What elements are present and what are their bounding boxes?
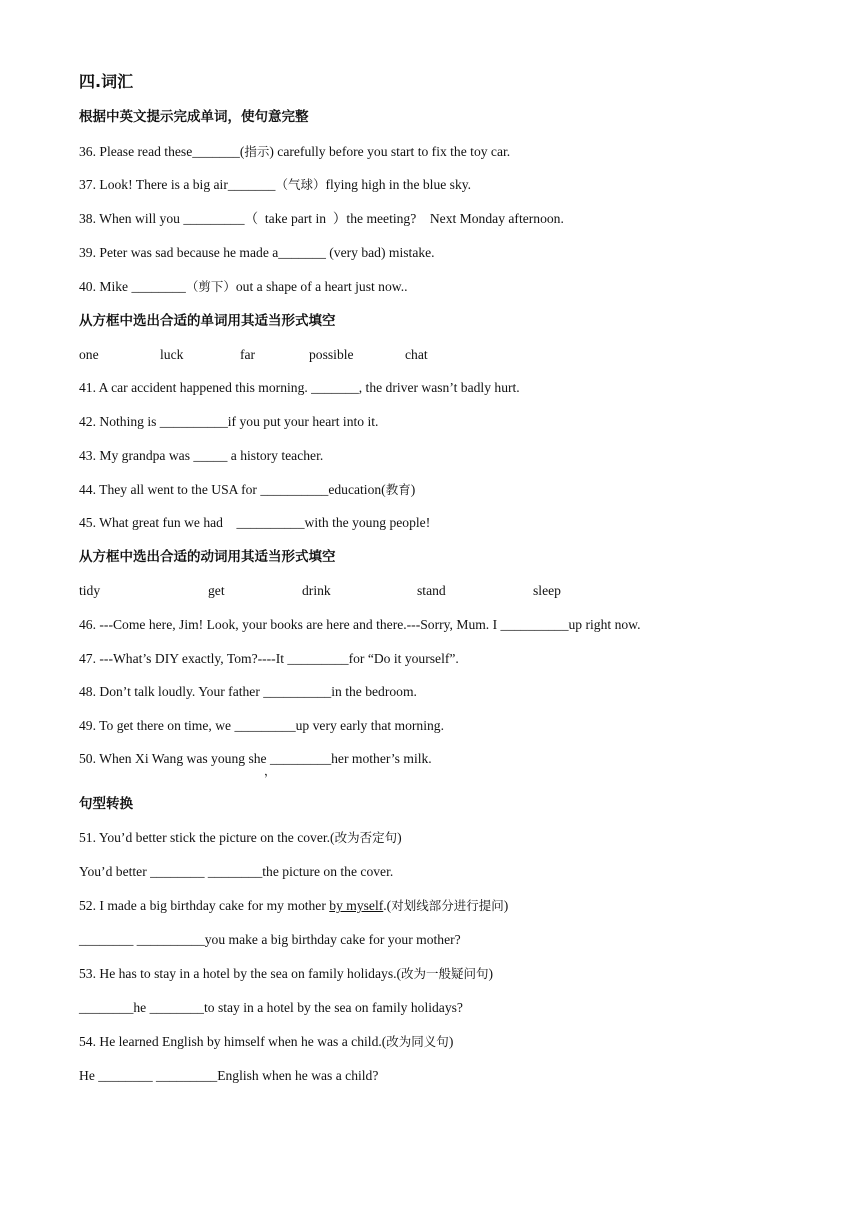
q53-text-b: ) — [488, 966, 494, 981]
part2-instruction: 从方框中选出合适的单词用其适当形式填空 — [79, 313, 336, 329]
q53-text-a: 53. He has to stay in a hotel by the sea on family holidays.( — [79, 966, 402, 981]
q50-comma: ， — [264, 764, 277, 778]
question-48: 48. Don’t talk loudly. Your father __________in the bedroom. — [79, 684, 417, 699]
question-42: 42. Nothing is __________if you put your heart into it. — [79, 414, 379, 429]
question-54 — [79, 1033, 453, 1051]
q54-hint: 改为同义句 — [386, 1034, 449, 1049]
question-45: 45. What great fun we had __________with the young people! — [79, 515, 431, 530]
question-46: 46. ---Come here, Jim! Look, your books are here and there.---Sorry, Mum. I __________up right now. — [79, 617, 641, 632]
answer-51: You’d better ________ ________the picture on the cover. — [79, 864, 394, 879]
part3-instruction: 从方框中选出合适的动词用其适当形式填空 — [79, 549, 336, 565]
word-bank-item: luck — [160, 347, 184, 362]
q40-text-b: out a shape of a heart just now.. — [235, 279, 408, 294]
q44-text-a: 44. They all went to the USA for __________education( — [79, 482, 386, 497]
section-title: 四.词汇 — [79, 72, 134, 91]
word-bank-item: chat — [405, 347, 428, 362]
q53-hint: 改为一般疑问句 — [401, 966, 489, 981]
q51-text-b: ) — [397, 830, 402, 845]
question-41: 41. A car accident happened this morning. _______, the driver wasn’t badly hurt. — [79, 380, 520, 395]
part4-instruction: 句型转换 — [79, 796, 133, 812]
question-36 — [79, 143, 510, 161]
word-bank-item: stand — [417, 583, 446, 598]
q40-text-a: 40. Mike ________ — [79, 279, 186, 294]
q50-text-b: she _________her mother’s milk. — [245, 751, 432, 766]
word-bank-item: one — [79, 347, 99, 362]
q54-text-a: 54. He learned English by himself when he was a child.( — [79, 1034, 387, 1049]
answer-54: He ________ _________English when he was a child? — [79, 1068, 379, 1083]
q50-text-a: 50. When Xi Wang was young — [79, 751, 246, 766]
q54-text-b: ) — [448, 1034, 454, 1049]
q52-hint: 对划线部分进行提问 — [391, 898, 504, 913]
q52-text-b: .( — [383, 898, 392, 913]
q36-text-a: 36. Please read these_______( — [79, 144, 245, 159]
question-53 — [79, 965, 493, 983]
part1-instruction: 根据中英文提示完成单词，使句意完整 — [79, 109, 309, 125]
q37-text-a: 37. Look! There is a big air_______ — [79, 177, 276, 192]
q51-hint: 改为否定句 — [334, 830, 398, 845]
question-47: 47. ---What’s DIY exactly, Tom?----It _________for “Do it yourself”. — [79, 651, 459, 666]
question-37 — [79, 176, 471, 194]
word-bank-item: possible — [309, 347, 354, 362]
word-bank-item: far — [240, 347, 256, 362]
q51-text-a: 51. You’d better stick the picture on the cover.( — [79, 830, 335, 845]
q44-text-b: ) — [410, 482, 416, 497]
q36-hint: 指示 — [244, 144, 270, 159]
question-49: 49. To get there on time, we _________up very early that morning. — [79, 718, 444, 733]
word-bank-item: tidy — [79, 583, 101, 598]
q37-text-b: flying high in the blue sky. — [325, 177, 472, 192]
q52-text-a: 52. I made a big birthday cake for my mother — [79, 898, 330, 913]
answer-52: ________ __________you make a big birthday cake for your mother? — [79, 932, 461, 947]
question-43: 43. My grandpa was _____ a history teacher. — [79, 448, 324, 463]
question-50 — [79, 750, 432, 768]
question-40 — [79, 278, 408, 296]
q40-hint: （剪下） — [185, 279, 236, 294]
q44-hint: 教育 — [385, 482, 411, 497]
word-bank-item: drink — [302, 583, 331, 598]
q52-text-c: ) — [503, 898, 509, 913]
question-44 — [79, 481, 415, 499]
word-bank-item: get — [208, 583, 225, 598]
word-bank-item: sleep — [533, 583, 561, 598]
question-52 — [79, 897, 508, 915]
question-51 — [79, 829, 402, 847]
q37-hint: （气球） — [275, 177, 326, 192]
question-39: 39. Peter was sad because he made a_______ (very bad) mistake. — [79, 245, 435, 260]
answer-53: ________he ________to stay in a hotel by the sea on family holidays? — [79, 1000, 463, 1015]
question-38: 38. When will you _________（ take part in ）the meeting? Next Monday afternoon. — [79, 211, 564, 226]
q52-underlined-phrase: by myself — [329, 898, 384, 913]
q36-text-b: ) carefully before you start to fix the toy car. — [269, 144, 511, 159]
